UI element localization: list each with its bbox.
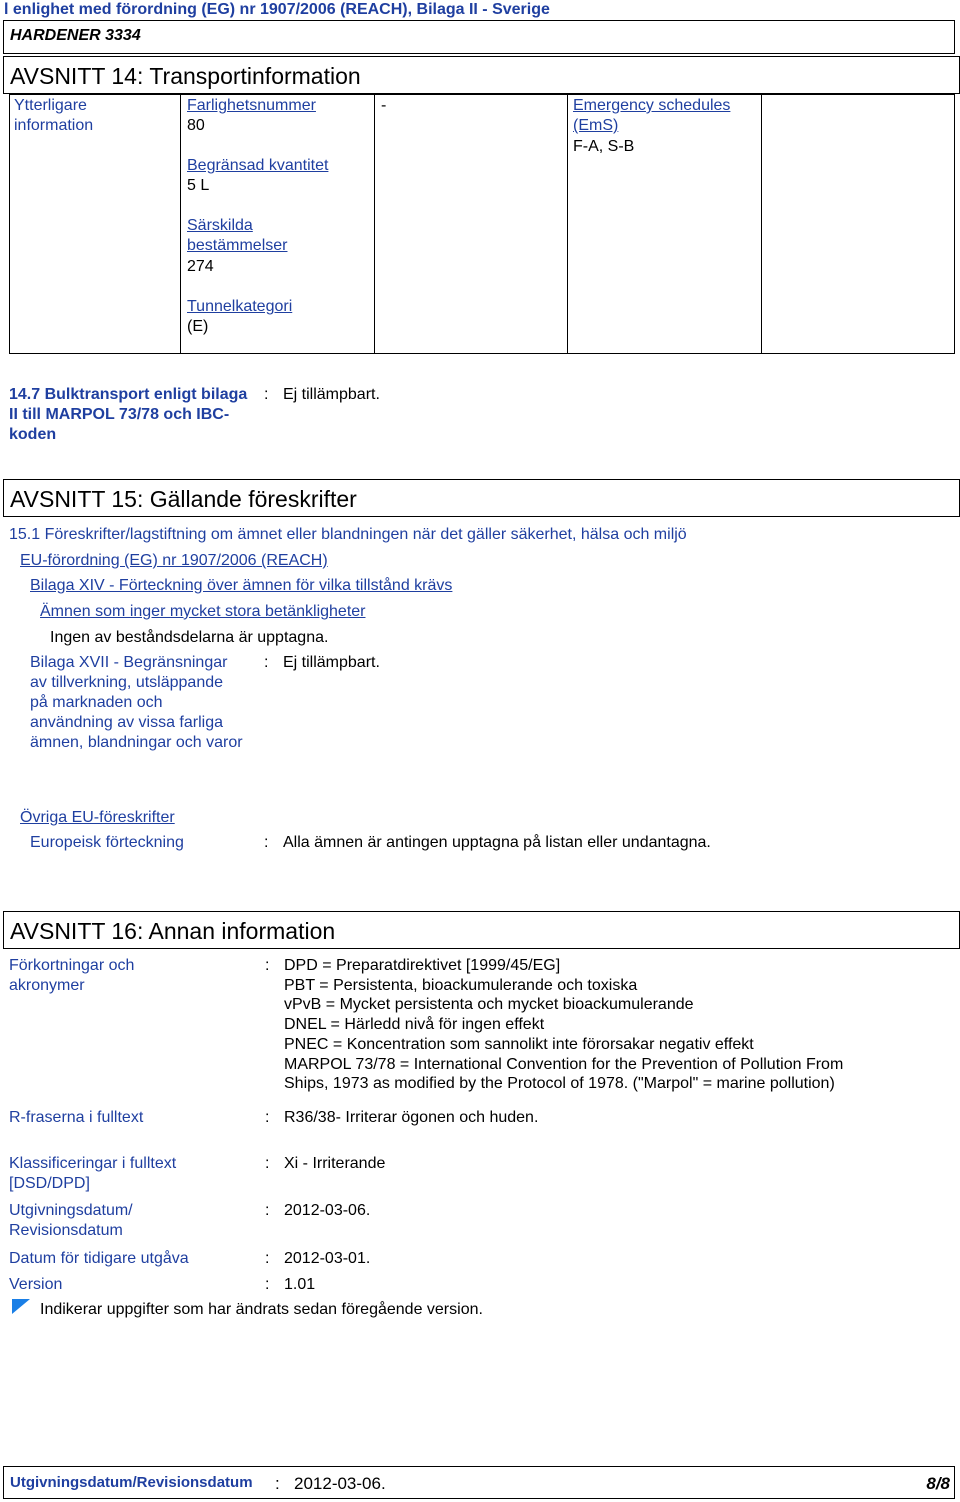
abbreviation-line: MARPOL 73/78 = International Convention for the Prevention of Pollution From: [284, 1055, 844, 1073]
svhc-text: Ingen av beståndsdelarna är upptagna.: [50, 629, 329, 646]
abbreviation-line: DNEL = Härledd nivå för ingen effekt: [284, 1016, 545, 1034]
section-15-header: [3, 479, 960, 517]
eu-regulation-heading: EU-förordning (EG) nr 1907/2006 (REACH): [20, 552, 328, 569]
annex-xvii-label: Bilaga XVII - Begränsningar av tillverkning, utsläppande på marknaden och användning av vissa farliga ämnen, blandningar och varor: [30, 654, 243, 751]
empty-cell-dash: -: [381, 97, 387, 114]
section-14-header: [3, 56, 960, 94]
section-16-header: [3, 911, 960, 949]
annex-xiv-heading: Bilaga XIV - Förteckning över ämnen för vilka tillstånd krävs: [30, 577, 453, 594]
table-divider: [761, 94, 762, 354]
ems-label: Emergency schedules (EmS): [573, 97, 731, 134]
previous-issue-label: Datum för tidigare utgåva: [9, 1250, 189, 1267]
section-16-title: AVSNITT 16: Annan information: [10, 918, 336, 944]
colon: :: [264, 386, 269, 403]
colon: :: [264, 654, 269, 671]
colon: :: [265, 1276, 270, 1293]
abbreviation-line: Ships, 1973 as modified by the Protocol of 1978. ("Marpol" = marine pollution): [284, 1075, 835, 1093]
r-phrases-label: R-fraserna i fulltext: [9, 1109, 144, 1126]
footer-date-value: 2012-03-06.: [294, 1474, 386, 1493]
change-note: Indikerar uppgifter som har ändrats sedan föregående version.: [40, 1301, 483, 1318]
page-number: 8/8: [926, 1474, 950, 1493]
abbreviation-line: vPvB = Mycket persistenta och mycket bioackumulerande: [284, 996, 694, 1014]
colon: :: [265, 1250, 270, 1267]
section-15-title: AVSNITT 15: Gällande föreskrifter: [10, 486, 357, 512]
abbreviations-list: [284, 956, 944, 1094]
colon: :: [265, 957, 270, 974]
european-inventory-label: Europeisk förteckning: [30, 834, 184, 851]
version-label: Version: [9, 1276, 63, 1293]
special-provisions-value: 274: [187, 258, 214, 275]
r-phrases-value: R36/38- Irriterar ögonen och huden.: [284, 1109, 539, 1126]
subsection-15-1: 15.1 Föreskrifter/lagstiftning om ämnet eller blandningen när det gäller säkerhet, hälsa och miljö: [9, 526, 687, 543]
hazard-number-label: Farlighetsnummer: [187, 97, 316, 114]
version-value: 1.01: [284, 1276, 316, 1293]
change-marker-icon: [12, 1299, 30, 1315]
table-divider: [374, 94, 375, 354]
colon: :: [264, 834, 269, 851]
svhc-heading: Ämnen som inger mycket stora betänkligheter: [40, 603, 366, 620]
tunnel-category-value: (E): [187, 318, 209, 335]
ems-value: F-A, S-B: [573, 138, 635, 155]
bulk-transport-label: 14.7 Bulktransport enligt bilaga II till MARPOL 73/78 och IBC-koden: [9, 386, 248, 443]
section-14-title: AVSNITT 14: Transportinformation: [10, 63, 361, 89]
abbreviation-line: PNEC = Koncentration som sannolikt inte förorsakar negativ effekt: [284, 1035, 754, 1053]
bulk-transport-value: Ej tillämpbart.: [283, 386, 380, 403]
table-divider: [567, 94, 568, 354]
abbreviation-line: DPD = Preparatdirektivet [1999/45/EG]: [284, 957, 561, 974]
previous-issue-value: 2012-03-01.: [284, 1250, 371, 1267]
classification-label: Klassificeringar i fulltext [DSD/DPD]: [9, 1155, 177, 1192]
table-divider: [180, 94, 181, 354]
product-name: HARDENER 3334: [10, 27, 141, 44]
colon: :: [265, 1109, 270, 1126]
hazard-number-value: 80: [187, 117, 205, 134]
annex-xvii-value: Ej tillämpbart.: [283, 654, 380, 671]
abbreviations-label: Förkortningar och akronymer: [9, 957, 135, 994]
colon: :: [275, 1474, 280, 1493]
colon: :: [265, 1202, 270, 1219]
limited-quantity-label: Begränsad kvantitet: [187, 157, 329, 174]
colon: :: [265, 1155, 270, 1172]
tunnel-category-label: Tunnelkategori: [187, 298, 293, 315]
abbreviation-line: PBT = Persistenta, bioackumulerande och toxiska: [284, 976, 638, 994]
issue-date-label: Utgivningsdatum/ Revisionsdatum: [9, 1202, 133, 1239]
product-header-box: [3, 20, 955, 54]
classification-value: Xi - Irriterande: [284, 1155, 386, 1172]
issue-date-value: 2012-03-06.: [284, 1202, 371, 1219]
document-title: l enlighet med förordning (EG) nr 1907/2006 (REACH), Bilaga II - Sverige: [4, 1, 550, 18]
extra-info-label: Ytterligare information: [14, 97, 94, 134]
european-inventory-value: Alla ämnen är antingen upptagna på listan eller undantagna.: [283, 834, 711, 851]
other-eu-heading: Övriga EU-föreskrifter: [20, 809, 175, 826]
limited-quantity-value: 5 L: [187, 177, 210, 194]
footer-date-label: Utgivningsdatum/Revisionsdatum: [10, 1474, 253, 1491]
special-provisions-label: Särskilda bestämmelser: [187, 217, 288, 254]
footer: [3, 1466, 955, 1499]
